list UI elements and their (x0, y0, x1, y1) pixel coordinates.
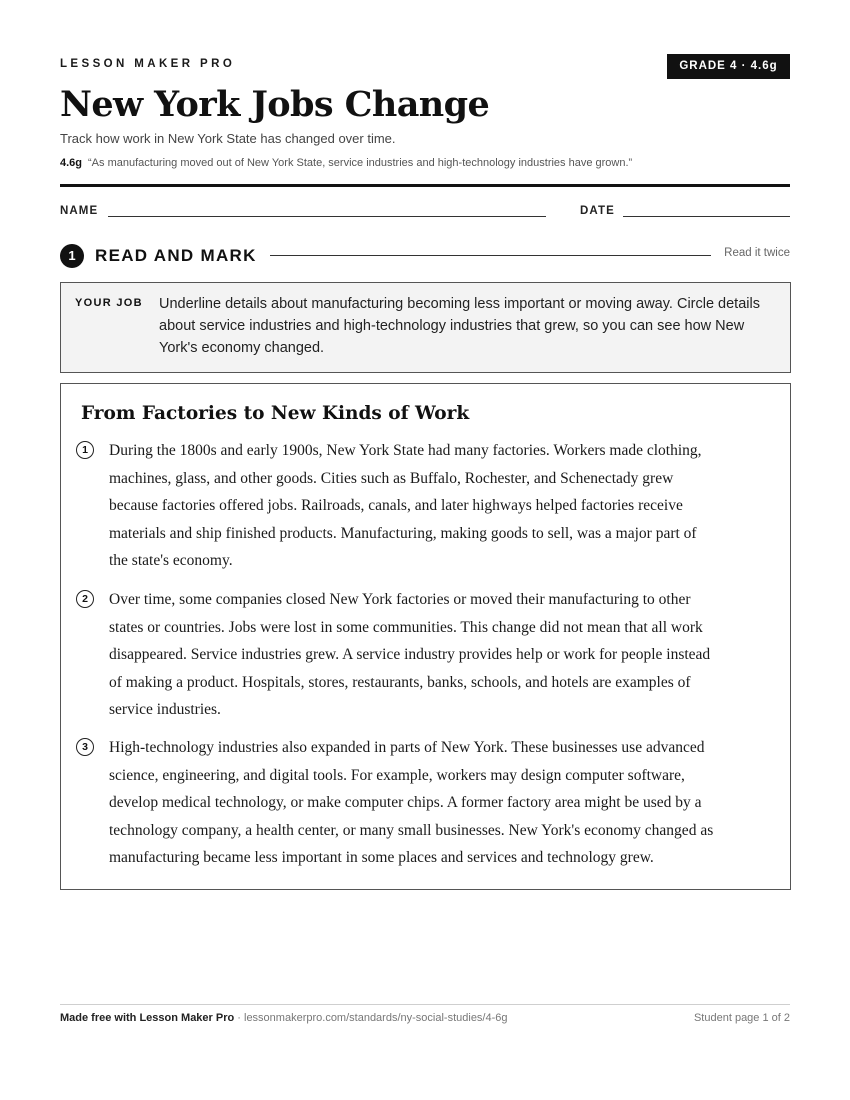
header-divider (60, 184, 790, 187)
section-note: Read it twice (724, 247, 790, 259)
paragraph (109, 734, 769, 872)
date-label: DATE (580, 205, 615, 217)
standard-code: 4.6g (60, 157, 83, 169)
paragraph-line: machines, glass, and other goods. Cities such as Buffalo, Rochester, and Schenectady grew (109, 469, 674, 487)
paragraph (109, 437, 769, 575)
section-divider (270, 255, 711, 256)
grade-badge: GRADE 4 · 4.6g (667, 54, 790, 79)
paragraph-line: High-technology industries also expanded in parts of New York. These businesses use advanced (109, 739, 705, 756)
paragraph-line: science, engineering, and digital tools. For example, workers may design computer software, (109, 766, 685, 784)
paragraph-number: 1 (76, 441, 94, 459)
standard-text: “As manufacturing moved out of New York State, service industries and high-technology industries have grown.” (88, 157, 633, 169)
paragraph-line: develop medical technology, or make computer chips. A former factory area might be used by a (109, 794, 702, 811)
footer-divider (60, 1004, 790, 1005)
paragraph-line: During the 1800s and early 1900s, New York State had many factories. Workers made clothing, (109, 442, 702, 459)
date-field-line[interactable] (623, 216, 790, 217)
footer-credit (60, 1012, 508, 1024)
paragraph-line: technology company, a health center, or many small businesses. New York's economy changed as (109, 821, 714, 839)
job-text: Underline details about manufacturing becoming less important or moving away. Circle details about service industries and high-technology industries that grew, so you can see how New York's economy changed. (159, 296, 760, 356)
name-field-line[interactable] (108, 216, 546, 217)
footer-url[interactable]: lessonmakerpro.com/standards/ny-social-studies/4-6g (244, 1012, 508, 1024)
standard-statement (60, 157, 632, 169)
name-label: NAME (60, 205, 99, 217)
paragraph-line: because factories offered jobs. Railroads, canals, and later highways helped factories receive (109, 497, 683, 514)
paragraph-line: manufacturing became less important in some places and services and technology grew. (109, 849, 654, 866)
paragraph-line: Over time, some companies closed New York factories or moved their manufacturing to other (109, 591, 691, 608)
job-instructions-box (60, 282, 791, 373)
paragraph-line: of making a product. Hospitals, stores, restaurants, banks, schools, and hotels are examples of (109, 673, 691, 691)
paragraph-number: 2 (76, 590, 94, 608)
section-number: 1 (60, 244, 84, 268)
footer-page-number: Student page 1 of 2 (693, 1012, 790, 1024)
paragraph-line: states or countries. Jobs were lost in some communities. This change did not mean that all work (109, 618, 703, 636)
page-subtitle: Track how work in New York State has changed over time. (60, 131, 396, 146)
paragraph-line: the state's economy. (109, 552, 233, 569)
job-label: YOUR JOB (75, 297, 143, 309)
brand-name: LESSON MAKER PRO (60, 58, 236, 70)
footer-made-with: Made free with Lesson Maker Pro (60, 1012, 235, 1024)
paragraph-line: disappeared. Service industries grew. A service industry provides help or work for people instead (109, 646, 711, 663)
paragraph-line: materials and ship finished products. Manufacturing, making goods to sell, was a major part of (109, 524, 697, 542)
reading-passage (60, 383, 791, 890)
section-title: READ AND MARK (95, 246, 257, 265)
paragraph-number: 3 (76, 738, 94, 756)
footer-separator: · (234, 1012, 244, 1024)
paragraph-line: service industries. (109, 701, 221, 718)
page-title: New York Jobs Change (60, 84, 490, 125)
reading-title: From Factories to New Kinds of Work (81, 403, 470, 424)
paragraph (109, 586, 769, 724)
